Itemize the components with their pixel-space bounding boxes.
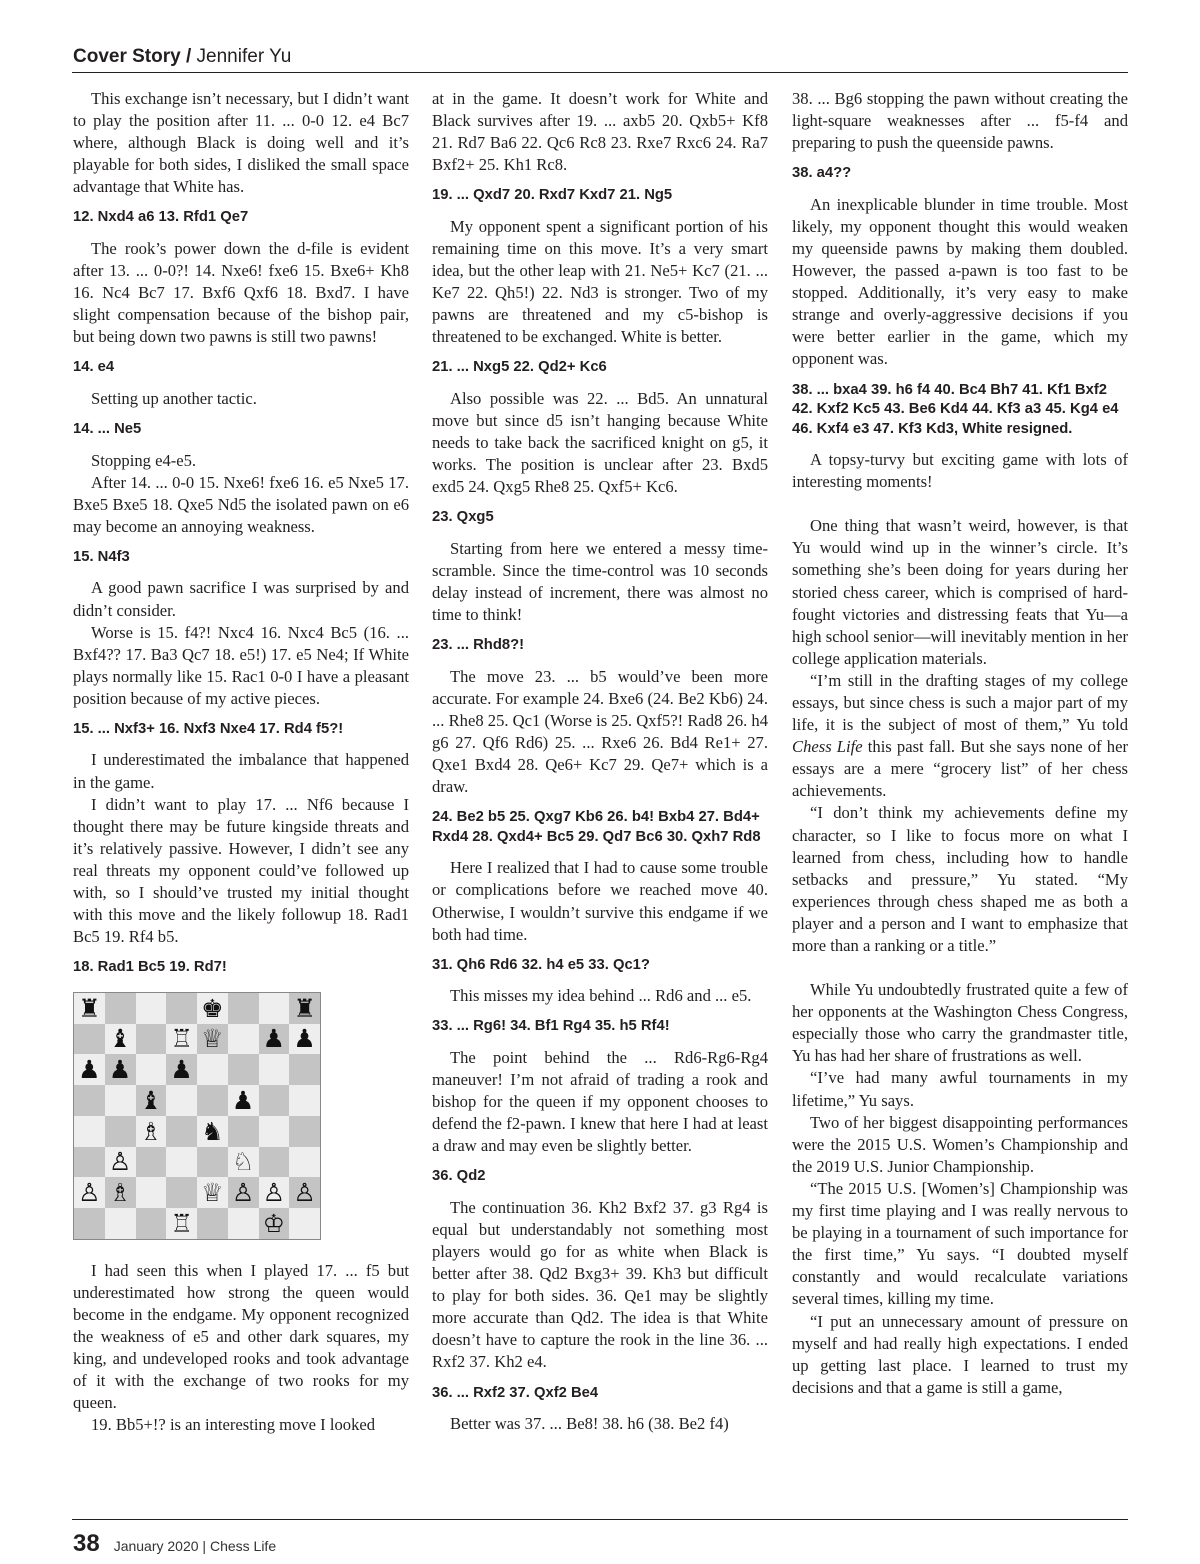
square-f1 (228, 1208, 259, 1239)
black-rook-icon: ♜ (293, 993, 316, 1023)
square-g3 (259, 1147, 290, 1178)
square-c2 (136, 1177, 167, 1208)
black-pawn-icon: ♟ (108, 1055, 132, 1085)
black-king-icon: ♚ (201, 993, 224, 1023)
square-g4 (259, 1116, 290, 1147)
text-run: this past fall. But she says none of her essays are a mere “grocery list” of her chess achievements. (792, 737, 1128, 801)
square-b4 (105, 1116, 136, 1147)
paragraph: 38. ... Bg6 stopping the pawn without creating the light-square weaknesses after ... f5-f4 and preparing to push the queenside pawns. (792, 89, 1128, 153)
paragraph: I had seen this when I played 17. ... f5 but underestimated how strong the queen would become in the endgame. My opponent recognized the weakness of e5 and other dark squares, my king, and undeveloped rooks and took advantage of it with the exchange of two rooks for my queen. (73, 1260, 409, 1413)
square-b1 (105, 1208, 136, 1239)
paragraph: After 14. ... 0-0 15. Nxe6! fxe6 16. e5 Nxe5 17. Bxe5 Bxe5 18. Qxe5 Nd5 the isolated pawn on e6 may become an annoying weakness. (73, 472, 409, 536)
square-a1 (74, 1208, 105, 1239)
white-pawn-icon: ♙ (231, 1178, 255, 1208)
paragraph: A good pawn sacrifice I was surprised by and didn’t consider. (73, 578, 409, 620)
paragraph: “I’ve had many awful tournaments in my lifetime,” Yu says. (792, 1068, 1128, 1110)
square-c3 (136, 1147, 167, 1178)
paragraph: “I don’t think my achievements define my character, so I like to focus more on what I learned from chess, including how to handle setbacks and pressure,” Yu stated. “My experiences through chess shaped me as both a player and a person and I want to emphasize that more than a ranking or a title.” (792, 803, 1128, 955)
paragraph: Better was 37. ... Be8! 38. h6 (38. Be2 f4) (450, 1414, 729, 1434)
square-e4 (197, 1116, 228, 1147)
paragraph (792, 670, 1128, 803)
square-c4 (136, 1116, 167, 1147)
white-pawn-icon: ♙ (262, 1178, 286, 1208)
move-heading: 19. ... Qxd7 20. Rxd7 Kxd7 21. Ng5 (432, 187, 673, 204)
paragraph: “I put an unnecessary amount of pressure on myself and had really high expectations. I ended up getting last place. I learned to trust my decisions and that a game is still a game, (792, 1311, 1128, 1397)
white-bishop-icon: ♗ (139, 1116, 163, 1146)
square-h6 (289, 1054, 320, 1085)
move-heading: 38. ... bxa4 39. h6 f4 40. Bc4 Bh7 41. Kf1 Bxf2 42. Kxf2 Kc5 43. Be6 Kd4 44. Kf3 a3 45. Kg4 e4 46. Kxf4 e3 47. Kf3 Kd3, White resigned. (792, 381, 1119, 437)
move-heading: 36. Qd2 (432, 1168, 486, 1185)
paragraph: at in the game. It doesn’t work for White and Black survives after 19. ... axb5 20. Qxb5+ Kf8 21. Rd7 Ba6 22. Qc6 Rc8 23. Rxe7 Rxc6 24. Ra7 Bxf2+ 25. Kh1 Rc8. (432, 89, 768, 175)
column-3 (792, 88, 1128, 1399)
square-a6 (74, 1054, 105, 1085)
column-1 (73, 88, 409, 1437)
paragraph: The rook’s power down the d-file is evident after 13. ... 0-0?! 14. Nxe6! fxe6 15. Bxe6+ Kh8 16. Nc4 Bc7 17. Bxf6 Qxf6 18. Bxd7. I have slight compensation because of the bishop pair, but being down two pawns is still two pawns! (73, 238, 409, 347)
square-d5 (166, 1085, 197, 1116)
square-a5 (74, 1085, 105, 1116)
square-a2 (74, 1177, 105, 1208)
square-f5 (228, 1085, 259, 1116)
move-heading: 24. Be2 b5 25. Qxg7 Kb6 26. b4! Bxb4 27. Bd4+ Rxd4 28. Qxd4+ Bc5 29. Qd7 Bc6 30. Qxh7 Rd8 (432, 809, 761, 845)
author-name: Jennifer Yu (196, 46, 292, 67)
square-e6 (197, 1054, 228, 1085)
move-heading: 33. ... Rg6! 34. Bf1 Rg4 35. h5 Rf4! (432, 1018, 670, 1035)
square-d4 (166, 1116, 197, 1147)
square-d6 (166, 1054, 197, 1085)
square-b6 (105, 1054, 136, 1085)
paragraph: A topsy-turvy but exciting game with lots of interesting moments! (792, 450, 1128, 492)
white-bishop-icon: ♗ (108, 1178, 132, 1208)
page-footer (73, 1530, 276, 1558)
page-number: 38 (73, 1530, 100, 1557)
square-h8 (289, 993, 320, 1024)
paragraph: Setting up another tactic. (91, 388, 257, 408)
white-pawn-icon: ♙ (293, 1178, 316, 1208)
square-g2 (259, 1177, 290, 1208)
section-label: Cover Story / (73, 46, 192, 67)
square-g7 (259, 1024, 290, 1055)
black-pawn-icon: ♟ (170, 1055, 193, 1085)
square-d2 (166, 1177, 197, 1208)
square-d3 (166, 1147, 197, 1178)
square-f6 (228, 1054, 259, 1085)
square-f4 (228, 1116, 259, 1147)
move-heading: 12. Nxd4 a6 13. Rfd1 Qe7 (73, 209, 249, 226)
square-e3 (197, 1147, 228, 1178)
square-h7 (289, 1024, 320, 1055)
chess-diagram (73, 992, 321, 1240)
header-rule (72, 72, 1128, 73)
black-pawn-icon: ♟ (262, 1024, 286, 1054)
move-heading: 18. Rad1 Bc5 19. Rd7! (73, 959, 227, 976)
square-a4 (74, 1116, 105, 1147)
square-a7 (74, 1024, 105, 1055)
white-king-icon: ♔ (262, 1208, 286, 1238)
move-heading: 21. ... Nxg5 22. Qd2+ Kc6 (432, 359, 607, 376)
issue-info: January 2020 | Chess Life (113, 1538, 277, 1554)
white-rook-icon: ♖ (170, 1208, 193, 1238)
text-run: “I’m still in the drafting stages of my college essays, but since chess is such a major part of my life, it is the subject of most of them,” Yu told (792, 670, 1128, 735)
paragraph: This misses my idea behind ... Rd6 and ... e5. (450, 986, 752, 1006)
square-g6 (259, 1054, 290, 1085)
move-heading: 15. N4f3 (73, 548, 130, 565)
move-heading: 31. Qh6 Rd6 32. h4 e5 33. Qc1? (432, 956, 650, 973)
white-pawn-icon: ♙ (78, 1178, 101, 1208)
square-g5 (259, 1085, 290, 1116)
black-knight-icon: ♞ (201, 1116, 224, 1146)
paragraph: One thing that wasn’t weird, however, is that Yu would wind up in the winner’s circle. It’s something she’s been doing for years during her storied chess career, which is comprised of hard-fought victories and distressing feats that Yu—a high school senior—will inevitably mention in her college application materials. (792, 516, 1128, 668)
square-d7 (166, 1024, 197, 1055)
square-a8 (74, 993, 105, 1024)
square-e1 (197, 1208, 228, 1239)
paragraph: The point behind the ... Rd6-Rg6-Rg4 maneuver! I’m not afraid of trading a rook and bishop for the queen if my opponent chooses to defend the f2-pawn. I knew that here I had at least a draw and may even be slightly better. (432, 1047, 768, 1156)
white-queen-icon: ♕ (201, 1178, 224, 1208)
move-heading: 15. ... Nxf3+ 16. Nxf3 Nxe4 17. Rd4 f5?! (73, 720, 344, 737)
square-f2 (228, 1177, 259, 1208)
square-g1 (259, 1208, 290, 1239)
black-pawn-icon: ♟ (293, 1024, 316, 1054)
paragraph: This exchange isn’t necessary, but I didn’t want to play the position after 11. ... 0-0 12. e4 Bc7 where, although Black is doing well and it’s playable for both sides, I disliked the small space advantage that White has. (73, 89, 409, 197)
paragraph: Two of her biggest disappointing performances were the 2015 U.S. Women’s Championship and the 2019 U.S. Junior Championship. (792, 1112, 1128, 1176)
move-heading: 36. ... Rxf2 37. Qxf2 Be4 (432, 1384, 599, 1401)
square-b7 (105, 1024, 136, 1055)
white-knight-icon: ♘ (231, 1147, 255, 1177)
square-e7 (197, 1024, 228, 1055)
square-h4 (289, 1116, 320, 1147)
square-h1 (289, 1208, 320, 1239)
paragraph: An inexplicable blunder in time trouble. Most likely, my opponent thought this would weaken my queenside pawns by making them doubled. However, the passed a-pawn is too fast to be stopped. Additionally, it’s very easy to make strange and overly-aggressive decisions if you were better earlier in the game, which my opponent was. (792, 194, 1128, 369)
white-queen-icon: ♕ (201, 1024, 224, 1054)
square-c1 (136, 1208, 167, 1239)
square-c6 (136, 1054, 167, 1085)
square-b2 (105, 1177, 136, 1208)
paragraph: Stopping e4-e5. (91, 450, 197, 470)
magazine-title: Chess Life (792, 737, 863, 757)
square-e2 (197, 1177, 228, 1208)
white-rook-icon: ♖ (170, 1024, 193, 1054)
footer-rule (72, 1519, 1128, 1520)
square-g8 (259, 993, 290, 1024)
square-c5 (136, 1085, 167, 1116)
square-e8 (197, 993, 228, 1024)
square-b3 (105, 1147, 136, 1178)
move-heading: 14. e4 (73, 359, 115, 376)
square-f8 (228, 993, 259, 1024)
square-c8 (136, 993, 167, 1024)
paragraph: Here I realized that I had to cause some trouble or complications before we reached move 40. Otherwise, I wouldn’t survive this endgame if we both had time. (432, 858, 768, 944)
paragraph: The continuation 36. Kh2 Bxf2 37. g3 Rg4 is equal but understandably not something most players would go for as white when Black is better after 38. Qd2 Bxg3+ 39. Kh3 but difficult to play for both sides. 36. Qe1 may be slightly more accurate than Qd2. The idea is that White doesn’t have to capture the rook in the line 36. ... Rxf2 37. Kh2 e4. (432, 1197, 768, 1372)
square-c7 (136, 1024, 167, 1055)
square-d8 (166, 993, 197, 1024)
black-bishop-icon: ♝ (108, 1024, 132, 1054)
square-e5 (197, 1085, 228, 1116)
square-f3 (228, 1147, 259, 1178)
black-bishop-icon: ♝ (139, 1085, 163, 1115)
column-2 (432, 88, 768, 1435)
square-b5 (105, 1085, 136, 1116)
square-h2 (289, 1177, 320, 1208)
move-heading: 14. ... Ne5 (73, 421, 142, 438)
black-pawn-icon: ♟ (78, 1055, 101, 1085)
running-header (73, 46, 291, 68)
paragraph: Worse is 15. f4?! Nxc4 16. Nxc4 Bc5 (16. ... Bxf4?? 17. Ba3 Qc7 18. e5!) 17. e5 Ne4; If White plays normally like 15. Rac1 0-0 I have a pleasant position because of my active pieces. (73, 622, 409, 708)
white-pawn-icon: ♙ (108, 1147, 132, 1177)
square-h5 (289, 1085, 320, 1116)
square-d1 (166, 1208, 197, 1239)
black-rook-icon: ♜ (78, 993, 101, 1023)
paragraph: Starting from here we entered a messy time-scramble. Since the time-control was 10 seconds delay instead of increment, there was almost no time to think! (432, 538, 768, 625)
paragraph: I underestimated the imbalance that happened in the game. (73, 750, 409, 792)
paragraph: My opponent spent a significant portion of his remaining time on this move. It’s a very smart idea, but the other leap with 21. Ne5+ Kc7 (21. ... Ke7 22. Qh5!) 22. Nd3 is stronger. Two of my pawns are threatened and my c5-bishop is threatened to be exchanged. White is better. (432, 216, 768, 347)
move-heading: 23. ... Rhd8?! (432, 637, 525, 654)
paragraph: 19. Bb5+!? is an interesting move I looked (91, 1415, 376, 1435)
paragraph: The move 23. ... b5 would’ve been more accurate. For example 24. Bxe6 (24. Be2 Kb6) 24. ... Rhe8 25. Qc1 (Worse is 25. Qxf5?! Rad8 26. h4 g6 27. Qf6 Rd6) 25. ... Rxe6 26. Bd4 Re1+ 27. Qxe1 Bxd4 28. Qe6+ Kc7 29. Qe7+ which is a draw. (432, 666, 769, 797)
paragraph: I didn’t want to play 17. ... Nf6 because I thought there may be future kingside threats and it’s relatively passive. However, I didn’t see any real threats my opponent could’ve followed up with, so I should’ve trusted my initial thought with this move and the likely followup 18. Rad1 Bc5 19. Rf4 b5. (73, 794, 409, 947)
black-pawn-icon: ♟ (231, 1085, 255, 1115)
square-b8 (105, 993, 136, 1024)
move-heading: 23. Qxg5 (432, 509, 494, 526)
square-h3 (289, 1147, 320, 1178)
paragraph: While Yu undoubtedly frustrated quite a few of her opponents at the Washington Chess Congress, especially those who carry the grandmaster title, Yu has had her share of frustrations as well. (792, 980, 1128, 1066)
square-a3 (74, 1147, 105, 1178)
paragraph: Also possible was 22. ... Bd5. An unnatural move but since d5 isn’t hanging because White needs to take back the sacrificed knight on g5, it works. The position is unclear after 23. Bxd5 exd5 24. Qxg5 Rhe8 25. Qxf5+ Kc6. (432, 388, 768, 497)
square-f7 (228, 1024, 259, 1055)
paragraph: “The 2015 U.S. [Women’s] Championship was my first time playing and I was really nervous to be playing in a tournament of such importance for the first time,” Yu says. “I doubted myself constantly and would recalculate variations several times, killing my time. (792, 1178, 1128, 1309)
move-heading: 38. a4?? (792, 165, 852, 182)
